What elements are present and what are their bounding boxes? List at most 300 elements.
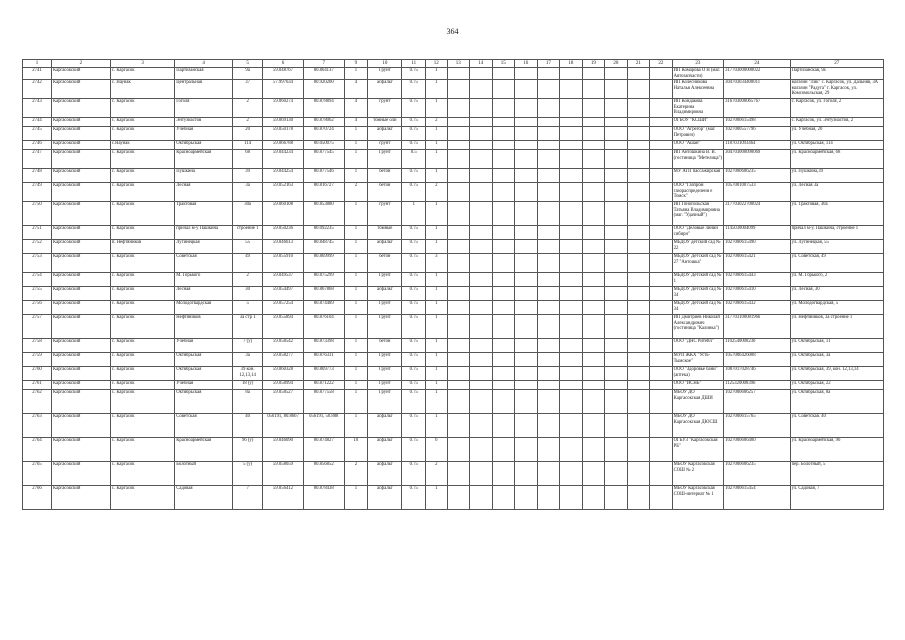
- table-cell: 59.058542: [263, 339, 304, 353]
- table-row: [23, 315, 884, 339]
- table-cell: [492, 287, 515, 301]
- table-cell: 1057001007533: [724, 183, 790, 202]
- table-row: [23, 339, 884, 353]
- table-cell: 1: [344, 226, 368, 240]
- table-cell: [582, 287, 605, 301]
- table-row: [23, 183, 884, 202]
- table-cell: 2766: [23, 486, 52, 510]
- table-cell: 30: [233, 287, 263, 301]
- table-cell: [605, 68, 628, 80]
- table-cell: [627, 80, 650, 99]
- table-cell: [605, 315, 628, 339]
- table-cell: 80.876104: [303, 315, 344, 339]
- table-cell: 80.869773: [303, 367, 344, 381]
- table-cell: 1: [344, 273, 368, 287]
- table-cell: [650, 202, 673, 226]
- table-cell: ОГБОУ "КСШИ": [672, 118, 723, 127]
- table-cell: [605, 301, 628, 315]
- table-row: [23, 438, 884, 462]
- table-cell: 59.052163: [263, 183, 304, 202]
- column-header: 6: [263, 60, 304, 68]
- table-cell: [582, 150, 605, 169]
- table-cell: [605, 141, 628, 150]
- table-cell: грунт: [368, 202, 402, 226]
- table-cell: 3а: [233, 353, 263, 367]
- table-cell: [650, 462, 673, 486]
- table-cell: ООО "ДНС Ритейл": [672, 339, 723, 353]
- table-cell: Каргасокский: [51, 381, 110, 390]
- table-cell: [470, 438, 493, 462]
- table-cell: [537, 240, 560, 254]
- table-cell: 80.874827: [303, 438, 344, 462]
- table-cell: 59.050236: [263, 226, 304, 240]
- table-cell: 0.75: [402, 367, 426, 381]
- table-cell: 2747: [23, 150, 52, 169]
- table-cell: [515, 99, 538, 118]
- table-cell: 2761: [23, 381, 52, 390]
- table-cell: [560, 381, 583, 390]
- table-cell: [537, 339, 560, 353]
- table-cell: 80.877558: [303, 390, 344, 414]
- table-cell: [470, 127, 493, 141]
- table-cell: 1: [426, 486, 447, 510]
- table-cell: [582, 315, 605, 339]
- table-cell: 1: [426, 367, 447, 381]
- table-row: [23, 240, 884, 254]
- table-cell: 1: [344, 486, 368, 510]
- table-cell: [560, 202, 583, 226]
- table-cell: [515, 254, 538, 273]
- table-cell: ООО "ИСНЬ": [672, 381, 723, 390]
- table-cell: [560, 150, 583, 169]
- table-cell: 1: [426, 301, 447, 315]
- table-row: [23, 127, 884, 141]
- table-cell: [582, 339, 605, 353]
- table-cell: [447, 68, 470, 80]
- table-cell: 2: [344, 462, 368, 486]
- table-cell: 2765: [23, 462, 52, 486]
- table-cell: с. Каргасок: [110, 99, 174, 118]
- table-cell: 1027000615498: [724, 118, 790, 127]
- table-cell: [627, 68, 650, 80]
- table-cell: Каргасокский: [51, 353, 110, 367]
- table-cell: п. Нефтяников: [110, 240, 174, 254]
- table-cell: [582, 169, 605, 183]
- table-cell: [605, 127, 628, 141]
- table-cell: [515, 141, 538, 150]
- table-cell: 0.75: [402, 390, 426, 414]
- table-row: [23, 287, 884, 301]
- table-cell: асфальт: [368, 287, 402, 301]
- table-cell: 2755: [23, 287, 52, 301]
- column-header: 22: [650, 60, 673, 68]
- table-cell: [515, 118, 538, 127]
- table-cell: ул. Красноармейская, 96: [790, 438, 883, 462]
- column-header: 14: [470, 60, 493, 68]
- table-cell: [470, 301, 493, 315]
- table-cell: [515, 390, 538, 414]
- table-cell: пер. Болотный, 5: [790, 462, 883, 486]
- table-cell: 59.054497: [263, 287, 304, 301]
- table-cell: [605, 390, 628, 414]
- table-row: [23, 141, 884, 150]
- table-cell: с. Каргасок: [110, 202, 174, 226]
- table-cell: [470, 315, 493, 339]
- table-cell: 0.75: [402, 183, 426, 202]
- table-cell: [447, 315, 470, 339]
- table-cell: [605, 367, 628, 381]
- table-cell: Каргасокский: [51, 183, 110, 202]
- table-cell: [515, 301, 538, 315]
- table-cell: [582, 127, 605, 141]
- table-row: [23, 150, 884, 169]
- table-cell: [560, 414, 583, 438]
- table-cell: Советская: [175, 414, 233, 438]
- table-cell: 1: [344, 254, 368, 273]
- table-cell: 0.75: [402, 141, 426, 150]
- table-cell: [627, 353, 650, 367]
- table-cell: 2762: [23, 390, 52, 414]
- table-cell: [492, 169, 515, 183]
- table-cell: Каргасокский: [51, 390, 110, 414]
- table-cell: [650, 254, 673, 273]
- table-cell: [492, 301, 515, 315]
- table-cell: [470, 486, 493, 510]
- table-cell: Каргасокский: [51, 273, 110, 287]
- table-row: [23, 273, 884, 287]
- table-cell: 1: [426, 169, 447, 183]
- table-cell: [560, 287, 583, 301]
- table-cell: [627, 462, 650, 486]
- table-cell: [605, 150, 628, 169]
- table-cell: 1: [426, 390, 447, 414]
- table-cell: 317703022700024: [724, 202, 790, 226]
- table-cell: 1087017028746: [724, 367, 790, 381]
- table-cell: [537, 390, 560, 414]
- table-cell: 0.75: [402, 315, 426, 339]
- table-cell: [515, 367, 538, 381]
- table-cell: 80.873398: [303, 339, 344, 353]
- table-cell: [515, 486, 538, 510]
- table-cell: [582, 141, 605, 150]
- table-cell: 1: [426, 240, 447, 254]
- table-cell: 1: [344, 150, 368, 169]
- table-cell: с. Каргасок: [110, 367, 174, 381]
- table-cell: 96 (у): [233, 438, 263, 462]
- table-cell: [537, 486, 560, 510]
- table-cell: 1: [426, 127, 447, 141]
- table-cell: [560, 169, 583, 183]
- table-cell: [582, 80, 605, 99]
- table-cell: [560, 273, 583, 287]
- table-cell: [627, 339, 650, 353]
- table-cell: [470, 141, 493, 150]
- table-cell: [560, 80, 583, 99]
- table-cell: Каргасокский: [51, 150, 110, 169]
- table-cell: 2754: [23, 273, 52, 287]
- table-cell: 59.055894: [263, 315, 304, 339]
- table-cell: [627, 226, 650, 240]
- table-cell: 80.878062: [303, 118, 344, 127]
- table-cell: ул. Садовая, 7: [790, 486, 883, 510]
- table-cell: [560, 183, 583, 202]
- table-cell: 80.875299: [303, 273, 344, 287]
- column-header: 21: [627, 60, 650, 68]
- table-cell: 59.060328: [263, 367, 304, 381]
- table-cell: [492, 339, 515, 353]
- table-cell: 1187031093464: [724, 141, 790, 150]
- table-cell: [447, 339, 470, 353]
- table-cell: [515, 381, 538, 390]
- table-cell: 1: [344, 315, 368, 339]
- table-cell: 59.058059: [263, 462, 304, 486]
- table-cell: Грунт: [368, 315, 402, 339]
- table-cell: Октябрьская: [175, 353, 233, 367]
- table-cell: 0.75: [402, 414, 426, 438]
- table-cell: [447, 414, 470, 438]
- table-cell: [447, 226, 470, 240]
- table-cell: [492, 462, 515, 486]
- column-header: 1: [23, 60, 52, 68]
- table-cell: 80.816727: [303, 183, 344, 202]
- table-cell: [650, 226, 673, 240]
- table-cell: [650, 150, 673, 169]
- table-cell: 1: [344, 367, 368, 381]
- table-cell: 3: [426, 254, 447, 273]
- table-cell: МБОУ ДО Каргасокская ДЮСШ: [672, 414, 723, 438]
- table-cell: 1: [344, 287, 368, 301]
- table-cell: [447, 80, 470, 99]
- table-cell: [470, 273, 493, 287]
- table-cell: Каргасокский: [51, 287, 110, 301]
- table-cell: [470, 462, 493, 486]
- table-cell: асфальт: [368, 127, 402, 141]
- table-cell: грунт: [368, 99, 402, 118]
- table-cell: 317703100081966: [724, 315, 790, 339]
- table-cell: 0.75: [402, 226, 426, 240]
- table-cell: 2751: [23, 226, 52, 240]
- table-row: [23, 226, 884, 240]
- table-row: [23, 254, 884, 273]
- table-cell: 1: [344, 381, 368, 390]
- table-cell: 6: [426, 438, 447, 462]
- table-cell: 2749: [23, 183, 52, 202]
- table-cell: [650, 68, 673, 80]
- table-cell: [627, 381, 650, 390]
- table-cell: Лесная: [175, 183, 233, 202]
- table-cell: ООО "Агрегор" (маг. Петрович): [672, 127, 723, 141]
- table-cell: [492, 118, 515, 127]
- table-cell: [492, 183, 515, 202]
- table-cell: [537, 169, 560, 183]
- table-cell: [447, 127, 470, 141]
- table-cell: 1: [426, 141, 447, 150]
- table-cell: [447, 254, 470, 273]
- table-cell: [560, 486, 583, 510]
- table-cell: с. Каргасок: [110, 127, 174, 141]
- column-header: 10: [368, 60, 402, 68]
- table-cell: [605, 462, 628, 486]
- table-cell: [627, 315, 650, 339]
- table-cell: 4: [344, 80, 368, 99]
- table-cell: 0.75: [402, 240, 426, 254]
- table-cell: [492, 150, 515, 169]
- table-cell: Гоголя: [175, 99, 233, 118]
- table-cell: ул. Лесная 3а: [790, 183, 883, 202]
- table-cell: Каргасокский: [51, 118, 110, 127]
- table-cell: с. Каргасок: [110, 486, 174, 510]
- table-cell: 59.044254: [263, 169, 304, 183]
- table-cell: 8а: [233, 390, 263, 414]
- table-row: [23, 381, 884, 390]
- column-header: 3: [110, 60, 174, 68]
- table-cell: 1145030004099: [724, 226, 790, 240]
- table-cell: [515, 226, 538, 240]
- table-row: [23, 118, 884, 127]
- table-cell: с. Каргасок: [110, 68, 174, 80]
- table-cell: ОГБУЗ "Каргасокская РБ": [672, 438, 723, 462]
- table-cell: [492, 273, 515, 287]
- table-cell: Каргасокский: [51, 486, 110, 510]
- table-cell: [650, 287, 673, 301]
- table-cell: ИП Комарова О Н (маг. Автозапчасти): [672, 68, 723, 80]
- table-cell: 57.997634: [263, 80, 304, 99]
- table-cell: [447, 183, 470, 202]
- table-cell: ул. Октябрьская, 11: [790, 339, 883, 353]
- column-header: 16: [515, 60, 538, 68]
- table-cell: [650, 183, 673, 202]
- table-cell: [627, 273, 650, 287]
- table-cell: 80.092235: [303, 226, 344, 240]
- table-cell: ООО "Ашан": [672, 141, 723, 150]
- table-cell: [515, 414, 538, 438]
- table-cell: [605, 486, 628, 510]
- table-cell: Каргасокский: [51, 438, 110, 462]
- table-cell: МБОУ Каргасокская СОШ-интернат № 1: [672, 486, 723, 510]
- table-row: [23, 169, 884, 183]
- table-cell: 1: [344, 141, 368, 150]
- table-cell: 1: [344, 353, 368, 367]
- table-cell: 1027000615432: [724, 301, 790, 315]
- table-cell: [470, 150, 493, 169]
- table-cell: с. Каргасок: [110, 390, 174, 414]
- table-cell: 1027000606400: [724, 438, 790, 462]
- table-cell: 55: [233, 240, 263, 254]
- table-cell: [447, 287, 470, 301]
- table-cell: Нефтяников: [175, 315, 233, 339]
- table-cell: 1027000615410: [724, 287, 790, 301]
- table-cell: МУП ЖКХ "Усть-Тымское": [672, 353, 723, 367]
- table-cell: [582, 390, 605, 414]
- table-cell: [560, 99, 583, 118]
- table-cell: [650, 273, 673, 287]
- table-cell: 0.75: [402, 339, 426, 353]
- table-cell: 80.877546: [303, 169, 344, 183]
- table-cell: Советская: [175, 254, 233, 273]
- table-cell: 80.853880: [303, 202, 344, 226]
- table-cell: ул. Красноармейская, 68: [790, 150, 883, 169]
- table-cell: 2: [426, 462, 447, 486]
- table-cell: [537, 80, 560, 99]
- table-cell: 1: [344, 414, 368, 438]
- table-cell: МБОУ Каргасокская СОШ № 2: [672, 462, 723, 486]
- table-cell: 4: [344, 118, 368, 127]
- table-cell: [650, 353, 673, 367]
- table-cell: бетон: [368, 169, 402, 183]
- table-cell: [492, 315, 515, 339]
- table-cell: ул. Молодогвардская, 5: [790, 301, 883, 315]
- table-cell: ООО "Здоровье бани" (аптека): [672, 367, 723, 381]
- table-cell: [492, 127, 515, 141]
- table-cell: 1102540008230: [724, 339, 790, 353]
- table-cell: [605, 240, 628, 254]
- column-header: 2: [51, 60, 110, 68]
- table-cell: 2758: [23, 339, 52, 353]
- table-cell: с. Каргасок: [110, 301, 174, 315]
- table-cell: [605, 353, 628, 367]
- table-row: [23, 68, 884, 80]
- table-cell: 1: [344, 240, 368, 254]
- table-cell: [492, 80, 515, 99]
- table-cell: [627, 183, 650, 202]
- table-cell: 59.050178: [263, 127, 304, 141]
- table-row: [23, 353, 884, 367]
- table-cell: 1027000615490: [724, 240, 790, 254]
- table-cell: ул. Лесная, 30: [790, 287, 883, 301]
- table-cell: [650, 240, 673, 254]
- table-cell: Молодогвардская: [175, 301, 233, 315]
- table-cell: 80.869999: [303, 254, 344, 273]
- table-cell: Центральная: [175, 80, 233, 99]
- table-cell: [605, 99, 628, 118]
- table-cell: [537, 68, 560, 80]
- table-cell: [605, 273, 628, 287]
- table-cell: 114: [233, 141, 263, 150]
- table-cell: с. Каргасок, ул. Энтузиастов, 2: [790, 118, 883, 127]
- table-cell: 80.871222: [303, 381, 344, 390]
- table-cell: 3а стр 1: [233, 315, 263, 339]
- table-cell: магазин "Лик" с. Каргасок, ул. Дальняя, 3А магазин "Радуга" г. Каргасок, ул. Комсомольская, 29: [790, 80, 883, 99]
- table-cell: [537, 367, 560, 381]
- table-cell: [560, 141, 583, 150]
- table-cell: Каргасокский: [51, 202, 110, 226]
- table-cell: [582, 99, 605, 118]
- column-header: 7: [303, 60, 344, 68]
- table-cell: Каргасокский: [51, 315, 110, 339]
- table-cell: [470, 254, 493, 273]
- table-cell: 59.060274: [263, 99, 304, 118]
- table-cell: 1: [426, 414, 447, 438]
- table-cell: 1: [426, 287, 447, 301]
- table-cell: Учебная: [175, 339, 233, 353]
- table-cell: 1: [426, 381, 447, 390]
- table-cell: 59.049537: [263, 273, 304, 287]
- table-cell: ул. Трактовая, 30а: [790, 202, 883, 226]
- table-cell: асфальт: [368, 486, 402, 510]
- column-header: 15: [492, 60, 515, 68]
- table-cell: Каргасокский: [51, 99, 110, 118]
- table-cell: с. Наунак: [110, 80, 174, 99]
- page-number: 364: [446, 27, 459, 36]
- table-cell: с. Каргасок: [110, 273, 174, 287]
- table-cell: 7: [233, 486, 263, 510]
- table-cell: [627, 127, 650, 141]
- table-cell: [492, 68, 515, 80]
- table-cell: 80.877545: [303, 150, 344, 169]
- table-cell: 0.75: [402, 254, 426, 273]
- table-cell: Садовая: [175, 486, 233, 510]
- table-cell: с. Каргасок: [110, 315, 174, 339]
